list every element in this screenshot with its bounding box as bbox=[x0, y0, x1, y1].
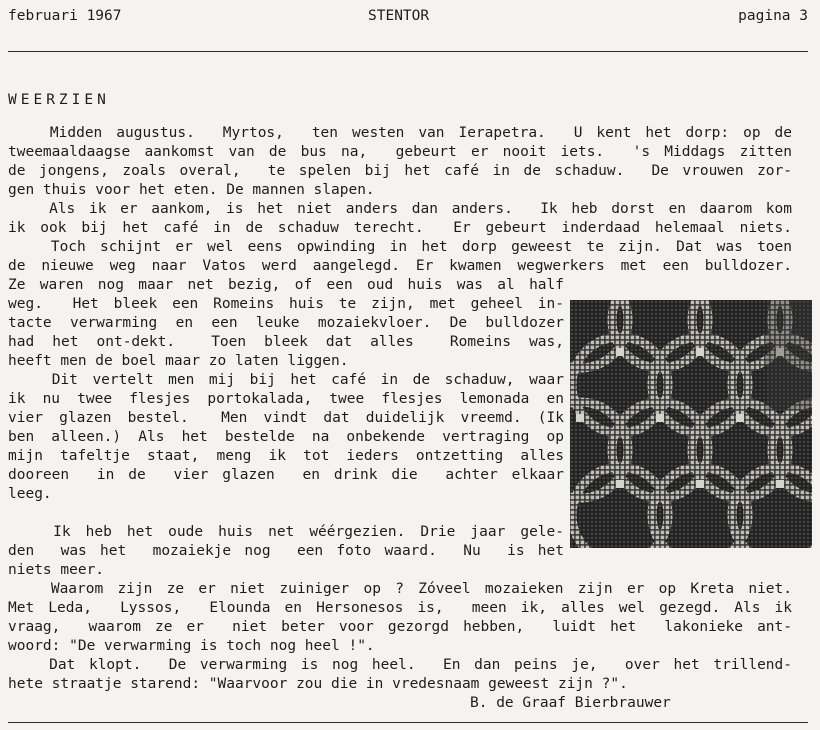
body-line: vraag, waarom ze er niet beter voor gezorgd hebben, luidt het lakonieke ant- bbox=[8, 619, 792, 635]
header-page-number: pagina 3 bbox=[738, 8, 808, 24]
top-rule bbox=[8, 51, 808, 52]
body-line: had het ont-dekt. Toen bleek dat alles Romeins was, bbox=[8, 334, 564, 350]
body-line: tweemaaldaagse aankomst van de bus na, gebeurt er nooit iets. 's Middags zitten bbox=[8, 144, 792, 160]
body-line: weg. Het bleek een Romeins huis te zijn, met geheel in- bbox=[8, 296, 564, 312]
body-line: Waarom zijn ze er niet zuiniger op ? Zóveel mozaieken zijn er op Kreta niet. bbox=[8, 581, 792, 597]
article-title: WEERZIEN bbox=[8, 92, 110, 108]
body-line: mijn tafeltje staat, meng ik tot ieders ontzetting alles bbox=[8, 448, 564, 464]
body-line: ik ook bij het café in de schaduw terecht. Er gebeurt inderdaad helemaal niets. bbox=[8, 220, 792, 236]
header-publication: STENTOR bbox=[368, 8, 430, 24]
body-line: Toch schijnt er wel eens opwinding in het dorp geweest te zijn. Dat was toen bbox=[8, 239, 792, 255]
body-line: niets meer. bbox=[8, 562, 105, 578]
bottom-rule bbox=[8, 722, 808, 723]
body-line: heeft men de boel maar zo laten liggen. bbox=[8, 353, 349, 369]
body-line: leeg. bbox=[8, 486, 52, 502]
mosaic-pattern bbox=[570, 300, 812, 548]
body-line: tacte verwarming en een leuke mozaiekvloer. De bulldozer bbox=[8, 315, 564, 331]
body-line: Als ik er aankom, is het niet anders dan anders. Ik heb dorst en daarom kom bbox=[8, 201, 792, 217]
body-line: de nieuwe weg naar Vatos werd aangelegd. Er kwamen wegwerkers met een bulldozer. bbox=[8, 258, 792, 274]
body-line: dooreen in de vier glazen en drink die achter elkaar bbox=[8, 467, 564, 483]
body-line: Dat klopt. De verwarming is nog heel. En dan peins je, over het trillend- bbox=[8, 657, 792, 673]
body-line: Midden augustus. Myrtos, ten westen van Ierapetra. U kent het dorp: op de bbox=[8, 125, 792, 141]
author-signature: B. de Graaf Bierbrauwer bbox=[470, 695, 671, 711]
body-line: ben alleen.) Als het bestelde na onbekende vertraging op bbox=[8, 429, 564, 445]
body-line: Dit vertelt men mij bij het café in de schaduw, waar bbox=[8, 372, 564, 388]
body-line: gen thuis voor het eten. De mannen slapen. bbox=[8, 182, 375, 198]
mosaic-photo bbox=[570, 300, 812, 548]
body-line: den was het mozaiekje nog een foto waard. Nu is het bbox=[8, 543, 564, 559]
body-line: Met Leda, Lyssos, Elounda en Hersonesos is, meen ik, alles wel gezegd. Als ik bbox=[8, 600, 792, 616]
body-line: woord: "De verwarming is toch nog heel !". bbox=[8, 638, 375, 654]
body-line: hete straatje starend: "Waarvoor zou die in vredesnaam geweest zijn ?". bbox=[8, 676, 628, 692]
body-line: Ze waren nog maar net bezig, of een oud huis was al half bbox=[8, 277, 564, 293]
body-line: Ik heb het oude huis net wéérgezien. Drie jaar gele- bbox=[8, 524, 564, 540]
body-line: ik nu twee flesjes portokalada, twee flesjes lemonada en bbox=[8, 391, 564, 407]
body-line: vier glazen bestel. Men vindt dat duidelijk vreemd. (Ik bbox=[8, 410, 564, 426]
page-header bbox=[8, 8, 808, 28]
body-line: de jongens, zoals overal, te spelen bij het café in de schaduw. De vrouwen zor- bbox=[8, 163, 792, 179]
header-date: februari 1967 bbox=[8, 8, 122, 24]
